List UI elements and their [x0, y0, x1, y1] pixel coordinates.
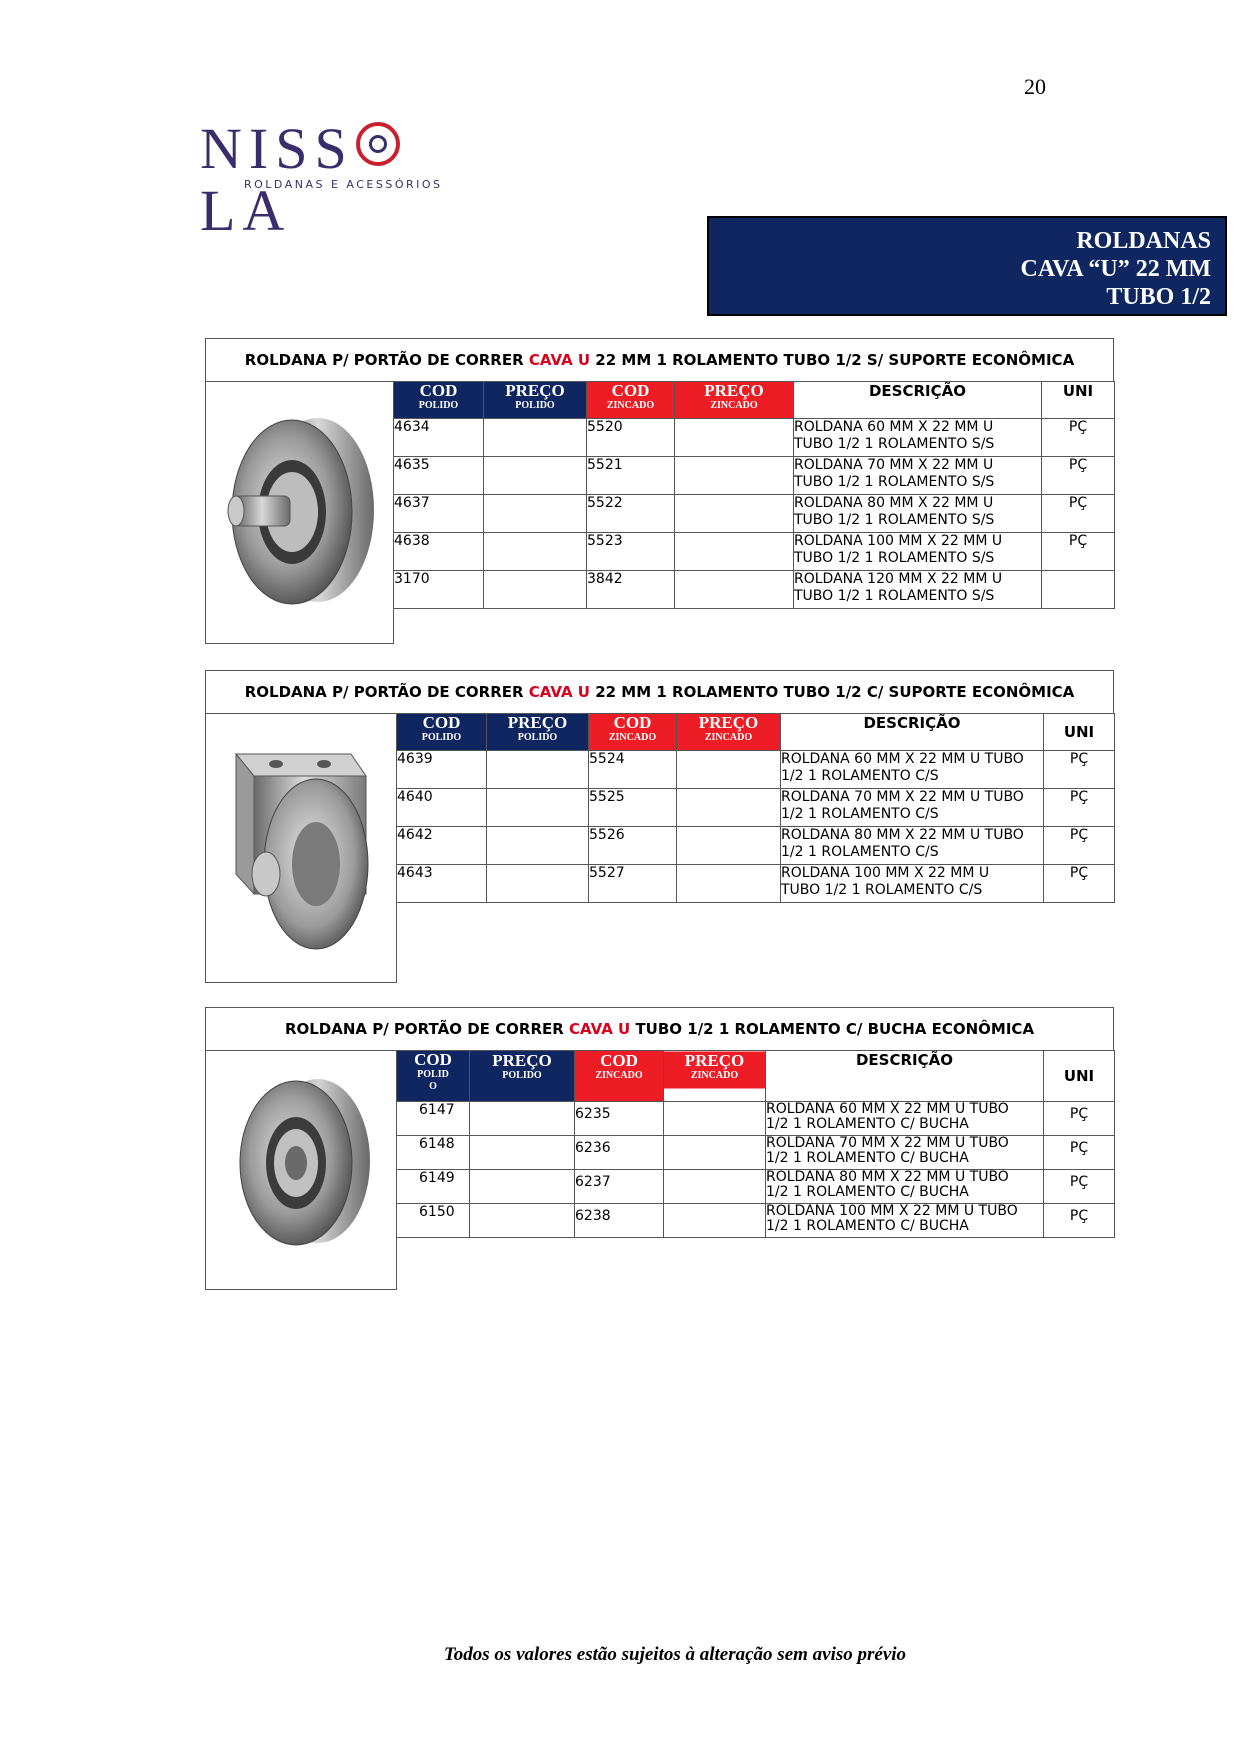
preco-zincado [677, 751, 781, 789]
cod-polido: 4635 [394, 457, 484, 495]
table-row [397, 865, 1115, 903]
preco-zincado [677, 789, 781, 827]
descricao: ROLDANA 100 MM X 22 MM U TUBO 1/2 1 ROLAMENTO S/S [794, 533, 1042, 571]
product-image [205, 381, 394, 644]
cod-polido: 4637 [394, 495, 484, 533]
cod-polido: 4634 [394, 419, 484, 457]
product-image [205, 1050, 397, 1290]
cod-polido: 4639 [397, 751, 487, 789]
preco-zincado [677, 865, 781, 903]
preco-polido [487, 789, 589, 827]
cod-polido: 4640 [397, 789, 487, 827]
preco-polido [470, 1102, 575, 1136]
uni: PÇ [1042, 457, 1115, 495]
section-heading: ROLDANA P/ PORTÃO DE CORRER CAVA U 22 MM 1 ROLAMENTO TUBO 1/2 C/ SUPORTE ECONÔMICA [205, 670, 1114, 714]
cod-zincado: 5525 [589, 789, 677, 827]
header-descricao: DESCRIÇÃO [766, 1051, 1044, 1102]
preco-polido [470, 1204, 575, 1238]
preco-zincado [675, 419, 794, 457]
header-uni: UNI [1044, 1051, 1115, 1102]
preco-polido [487, 865, 589, 903]
uni: PÇ [1044, 865, 1115, 903]
preco-polido [470, 1170, 575, 1204]
product-table [393, 381, 1115, 609]
category-title-line-3: TUBO 1/2 [1106, 284, 1211, 310]
header-cod-polido: COD POLIDO [394, 382, 484, 419]
header-uni: UNI [1042, 382, 1115, 419]
preco-polido [470, 1136, 575, 1170]
table-row [394, 571, 1115, 609]
table-row [394, 533, 1115, 571]
header-cod-polido: COD POLID O [397, 1051, 470, 1102]
descricao: ROLDANA 70 MM X 22 MM U TUBO 1/2 1 ROLAMENTO S/S [794, 457, 1042, 495]
preco-zincado [675, 495, 794, 533]
descricao: ROLDANA 80 MM X 22 MM U TUBO 1/2 1 ROLAMENTO C/S [781, 827, 1044, 865]
category-title-line-2: CAVA “U” 22 MM [1020, 256, 1211, 282]
descricao: ROLDANA 60 MM X 22 MM U TUBO 1/2 1 ROLAMENTO C/ BUCHA [766, 1102, 1044, 1136]
header-preco-polido: PREÇO POLIDO [484, 382, 587, 419]
header-preco-polido: PREÇO POLIDO [470, 1051, 575, 1102]
preco-zincado [675, 571, 794, 609]
preco-zincado [675, 533, 794, 571]
descricao: ROLDANA 70 MM X 22 MM U TUBO 1/2 1 ROLAMENTO C/ BUCHA [766, 1136, 1044, 1170]
uni [1042, 571, 1115, 609]
preco-zincado [664, 1204, 766, 1238]
logo-wordmark: NISSLA [200, 118, 490, 242]
cod-zincado: 3842 [587, 571, 675, 609]
table-row [397, 751, 1115, 789]
descricao: ROLDANA 100 MM X 22 MM U TUBO 1/2 1 ROLAMENTO C/ BUCHA [766, 1204, 1044, 1238]
footer-disclaimer: Todos os valores estão sujeitos à alteração sem aviso prévio [443, 1644, 907, 1665]
cod-zincado: 5521 [587, 457, 675, 495]
uni: PÇ [1044, 827, 1115, 865]
cod-zincado: 6236 [575, 1136, 664, 1170]
category-title-box [707, 216, 1227, 316]
cod-zincado: 5526 [589, 827, 677, 865]
preco-polido [484, 419, 587, 457]
product-image [205, 713, 397, 983]
uni: PÇ [1044, 1102, 1115, 1136]
preco-zincado [664, 1170, 766, 1204]
descricao: ROLDANA 70 MM X 22 MM U TUBO 1/2 1 ROLAMENTO C/S [781, 789, 1044, 827]
descricao: ROLDANA 100 MM X 22 MM U TUBO 1/2 1 ROLAMENTO C/S [781, 865, 1044, 903]
section-heading: ROLDANA P/ PORTÃO DE CORRER CAVA U TUBO 1/2 1 ROLAMENTO C/ BUCHA ECONÔMICA [205, 1007, 1114, 1051]
wheel-bushing-icon [206, 1051, 396, 1289]
header-uni: UNI [1044, 714, 1115, 751]
uni: PÇ [1044, 1204, 1115, 1238]
descricao: ROLDANA 80 MM X 22 MM U TUBO 1/2 1 ROLAMENTO C/ BUCHA [766, 1170, 1044, 1204]
product-table [396, 1050, 1115, 1238]
table-row [397, 1102, 1115, 1136]
logo-wheel-icon [356, 122, 400, 166]
preco-polido [484, 533, 587, 571]
cod-polido: 3170 [394, 571, 484, 609]
preco-polido [487, 827, 589, 865]
preco-polido [487, 751, 589, 789]
header-preco-zincado: PREÇO ZINCADO [675, 382, 794, 419]
category-title-line-1: ROLDANAS [1076, 228, 1211, 254]
wheel-bearing-icon [206, 382, 393, 643]
header-descricao: DESCRIÇÃO [794, 382, 1042, 419]
table-row [397, 789, 1115, 827]
preco-zincado [675, 457, 794, 495]
preco-polido [484, 571, 587, 609]
cod-zincado: 5520 [587, 419, 675, 457]
header-cod-zincado: COD ZINCADO [587, 382, 675, 419]
table-row [394, 419, 1115, 457]
product-section-3 [205, 1007, 1114, 1290]
cod-polido: 6147 [397, 1102, 470, 1136]
product-section-2 [205, 670, 1114, 983]
descricao: ROLDANA 60 MM X 22 MM U TUBO 1/2 1 ROLAMENTO C/S [781, 751, 1044, 789]
uni: PÇ [1044, 1136, 1115, 1170]
cod-zincado: 5522 [587, 495, 675, 533]
uni: PÇ [1042, 419, 1115, 457]
cod-zincado: 6235 [575, 1102, 664, 1136]
cod-polido: 4638 [394, 533, 484, 571]
table-row [397, 1170, 1115, 1204]
uni: PÇ [1044, 1170, 1115, 1204]
wheel-bracket-icon [206, 714, 396, 982]
preco-polido [484, 495, 587, 533]
header-descricao: DESCRIÇÃO [781, 714, 1044, 751]
header-cod-polido: COD POLIDO [397, 714, 487, 751]
table-row [394, 495, 1115, 533]
table-row [397, 1136, 1115, 1170]
cod-polido: 4642 [397, 827, 487, 865]
preco-polido [484, 457, 587, 495]
logo-tagline: ROLDANAS E ACESSÓRIOS [244, 178, 443, 191]
uni: PÇ [1042, 533, 1115, 571]
cod-polido: 6149 [397, 1170, 470, 1204]
cod-zincado: 5523 [587, 533, 675, 571]
company-logo [200, 116, 490, 243]
descricao: ROLDANA 60 MM X 22 MM U TUBO 1/2 1 ROLAMENTO S/S [794, 419, 1042, 457]
cod-zincado: 6237 [575, 1170, 664, 1204]
cod-zincado: 6238 [575, 1204, 664, 1238]
header-cod-zincado: COD ZINCADO [575, 1051, 664, 1102]
cod-zincado: 5524 [589, 751, 677, 789]
descricao: ROLDANA 80 MM X 22 MM U TUBO 1/2 1 ROLAMENTO S/S [794, 495, 1042, 533]
preco-zincado [664, 1136, 766, 1170]
uni: PÇ [1044, 751, 1115, 789]
section-heading: ROLDANA P/ PORTÃO DE CORRER CAVA U 22 MM 1 ROLAMENTO TUBO 1/2 S/ SUPORTE ECONÔMICA [205, 338, 1114, 382]
descricao: ROLDANA 120 MM X 22 MM U TUBO 1/2 1 ROLAMENTO S/S [794, 571, 1042, 609]
page-number: 20 [1024, 74, 1046, 99]
cod-polido: 6150 [397, 1204, 470, 1238]
uni: PÇ [1042, 495, 1115, 533]
cod-polido: 4643 [397, 865, 487, 903]
header-preco-zincado: PREÇO ZINCADO [664, 1051, 766, 1102]
cod-zincado: 5527 [589, 865, 677, 903]
product-section-1 [205, 338, 1114, 644]
preco-zincado [664, 1102, 766, 1136]
header-preco-zincado: PREÇO ZINCADO [677, 714, 781, 751]
header-preco-polido: PREÇO POLIDO [487, 714, 589, 751]
product-table [396, 713, 1115, 903]
table-row [397, 827, 1115, 865]
header-cod-zincado: COD ZINCADO [589, 714, 677, 751]
cod-polido: 6148 [397, 1136, 470, 1170]
preco-zincado [677, 827, 781, 865]
uni: PÇ [1044, 789, 1115, 827]
table-row [397, 1204, 1115, 1238]
table-row [394, 457, 1115, 495]
